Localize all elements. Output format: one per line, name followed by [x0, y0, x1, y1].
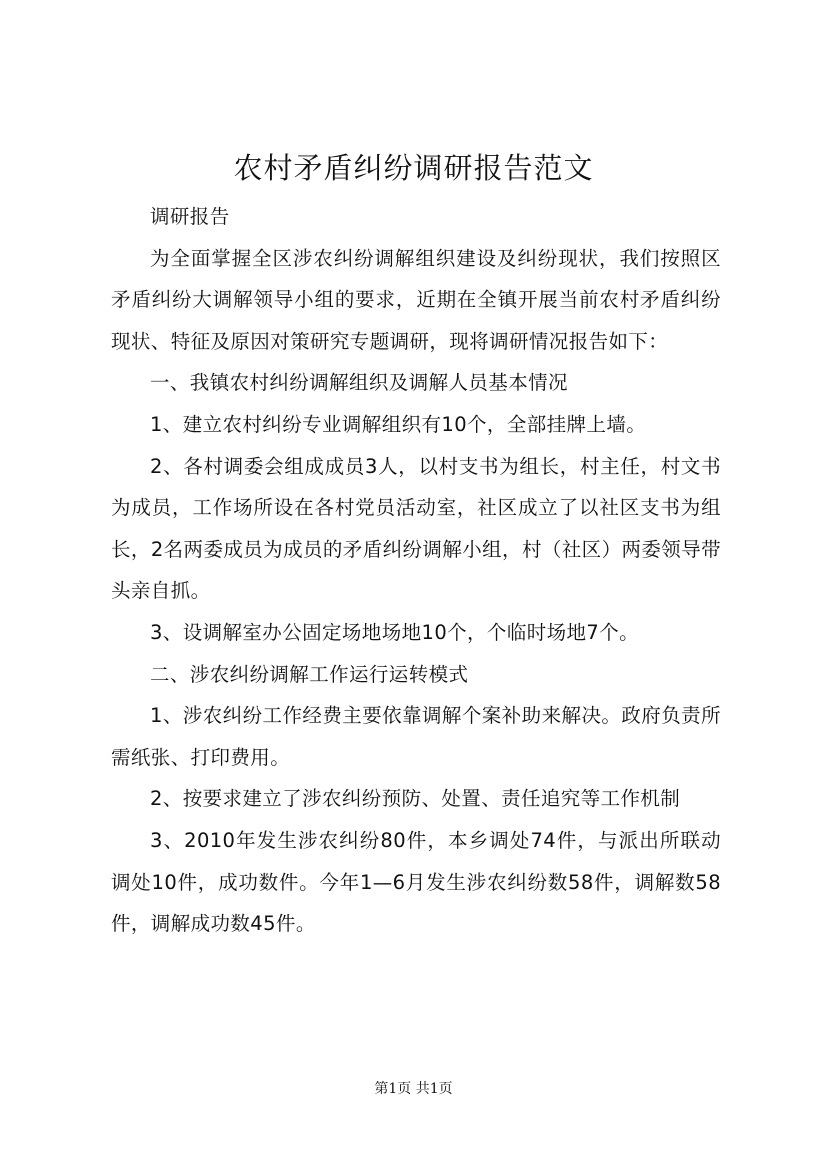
paragraph-heading-report: 调研报告 — [150, 205, 230, 228]
page-number: 第1页 共1页 — [374, 1081, 453, 1097]
paragraph-item-2-2: 2、按要求建立了涉农纠纷预防、处置、责任追究等工作机制 — [150, 787, 681, 811]
paragraph-item-1-2: 2、各村调委会组成成员3人，以村支书为组长，村主任，村文书为成员，工作场所设在各村党员活动室，社区成立了以社区支书为组长，2名两委成员为成员的矛盾纠纷调解小组，村（社区）两委领导带头亲自抓。 — [111, 454, 721, 603]
paragraph-item-1-3: 3、设调解室办公固定场地场地10个，个临时场地7个。 — [150, 620, 640, 644]
section-heading-1: 一、我镇农村纠纷调解组织及调解人员基本情况 — [150, 371, 568, 395]
paragraph-intro: 为全面掌握全区涉农纠纷调解组织建设及纠纷现状，我们按照区矛盾纠纷大调解领导小组的要求，近期在全镇开展当前农村矛盾纠纷现状、特征及原因对策研究专题调研，现将调研情况报告如下： — [111, 246, 721, 353]
paragraph-item-2-3: 3、2010年发生涉农纠纷80件，本乡调处74件，与派出所联动调处10件，成功数件。今年1—6月发生涉农纠纷数58件，调解数58件，调解成功数45件。 — [111, 828, 721, 936]
paragraph-item-1-1: 1、建立农村纠纷专业调解组织有10个，全部挂牌上墙。 — [150, 412, 647, 436]
paragraph-item-2-1: 1、涉农纠纷工作经费主要依靠调解个案补助来解决。政府负责所需纸张、打印费用。 — [111, 704, 721, 769]
document-title: 农村矛盾纠纷调研报告范文 — [233, 151, 594, 185]
section-heading-2: 二、涉农纠纷调解工作运行运转模式 — [150, 662, 469, 686]
document-body — [111, 196, 721, 945]
